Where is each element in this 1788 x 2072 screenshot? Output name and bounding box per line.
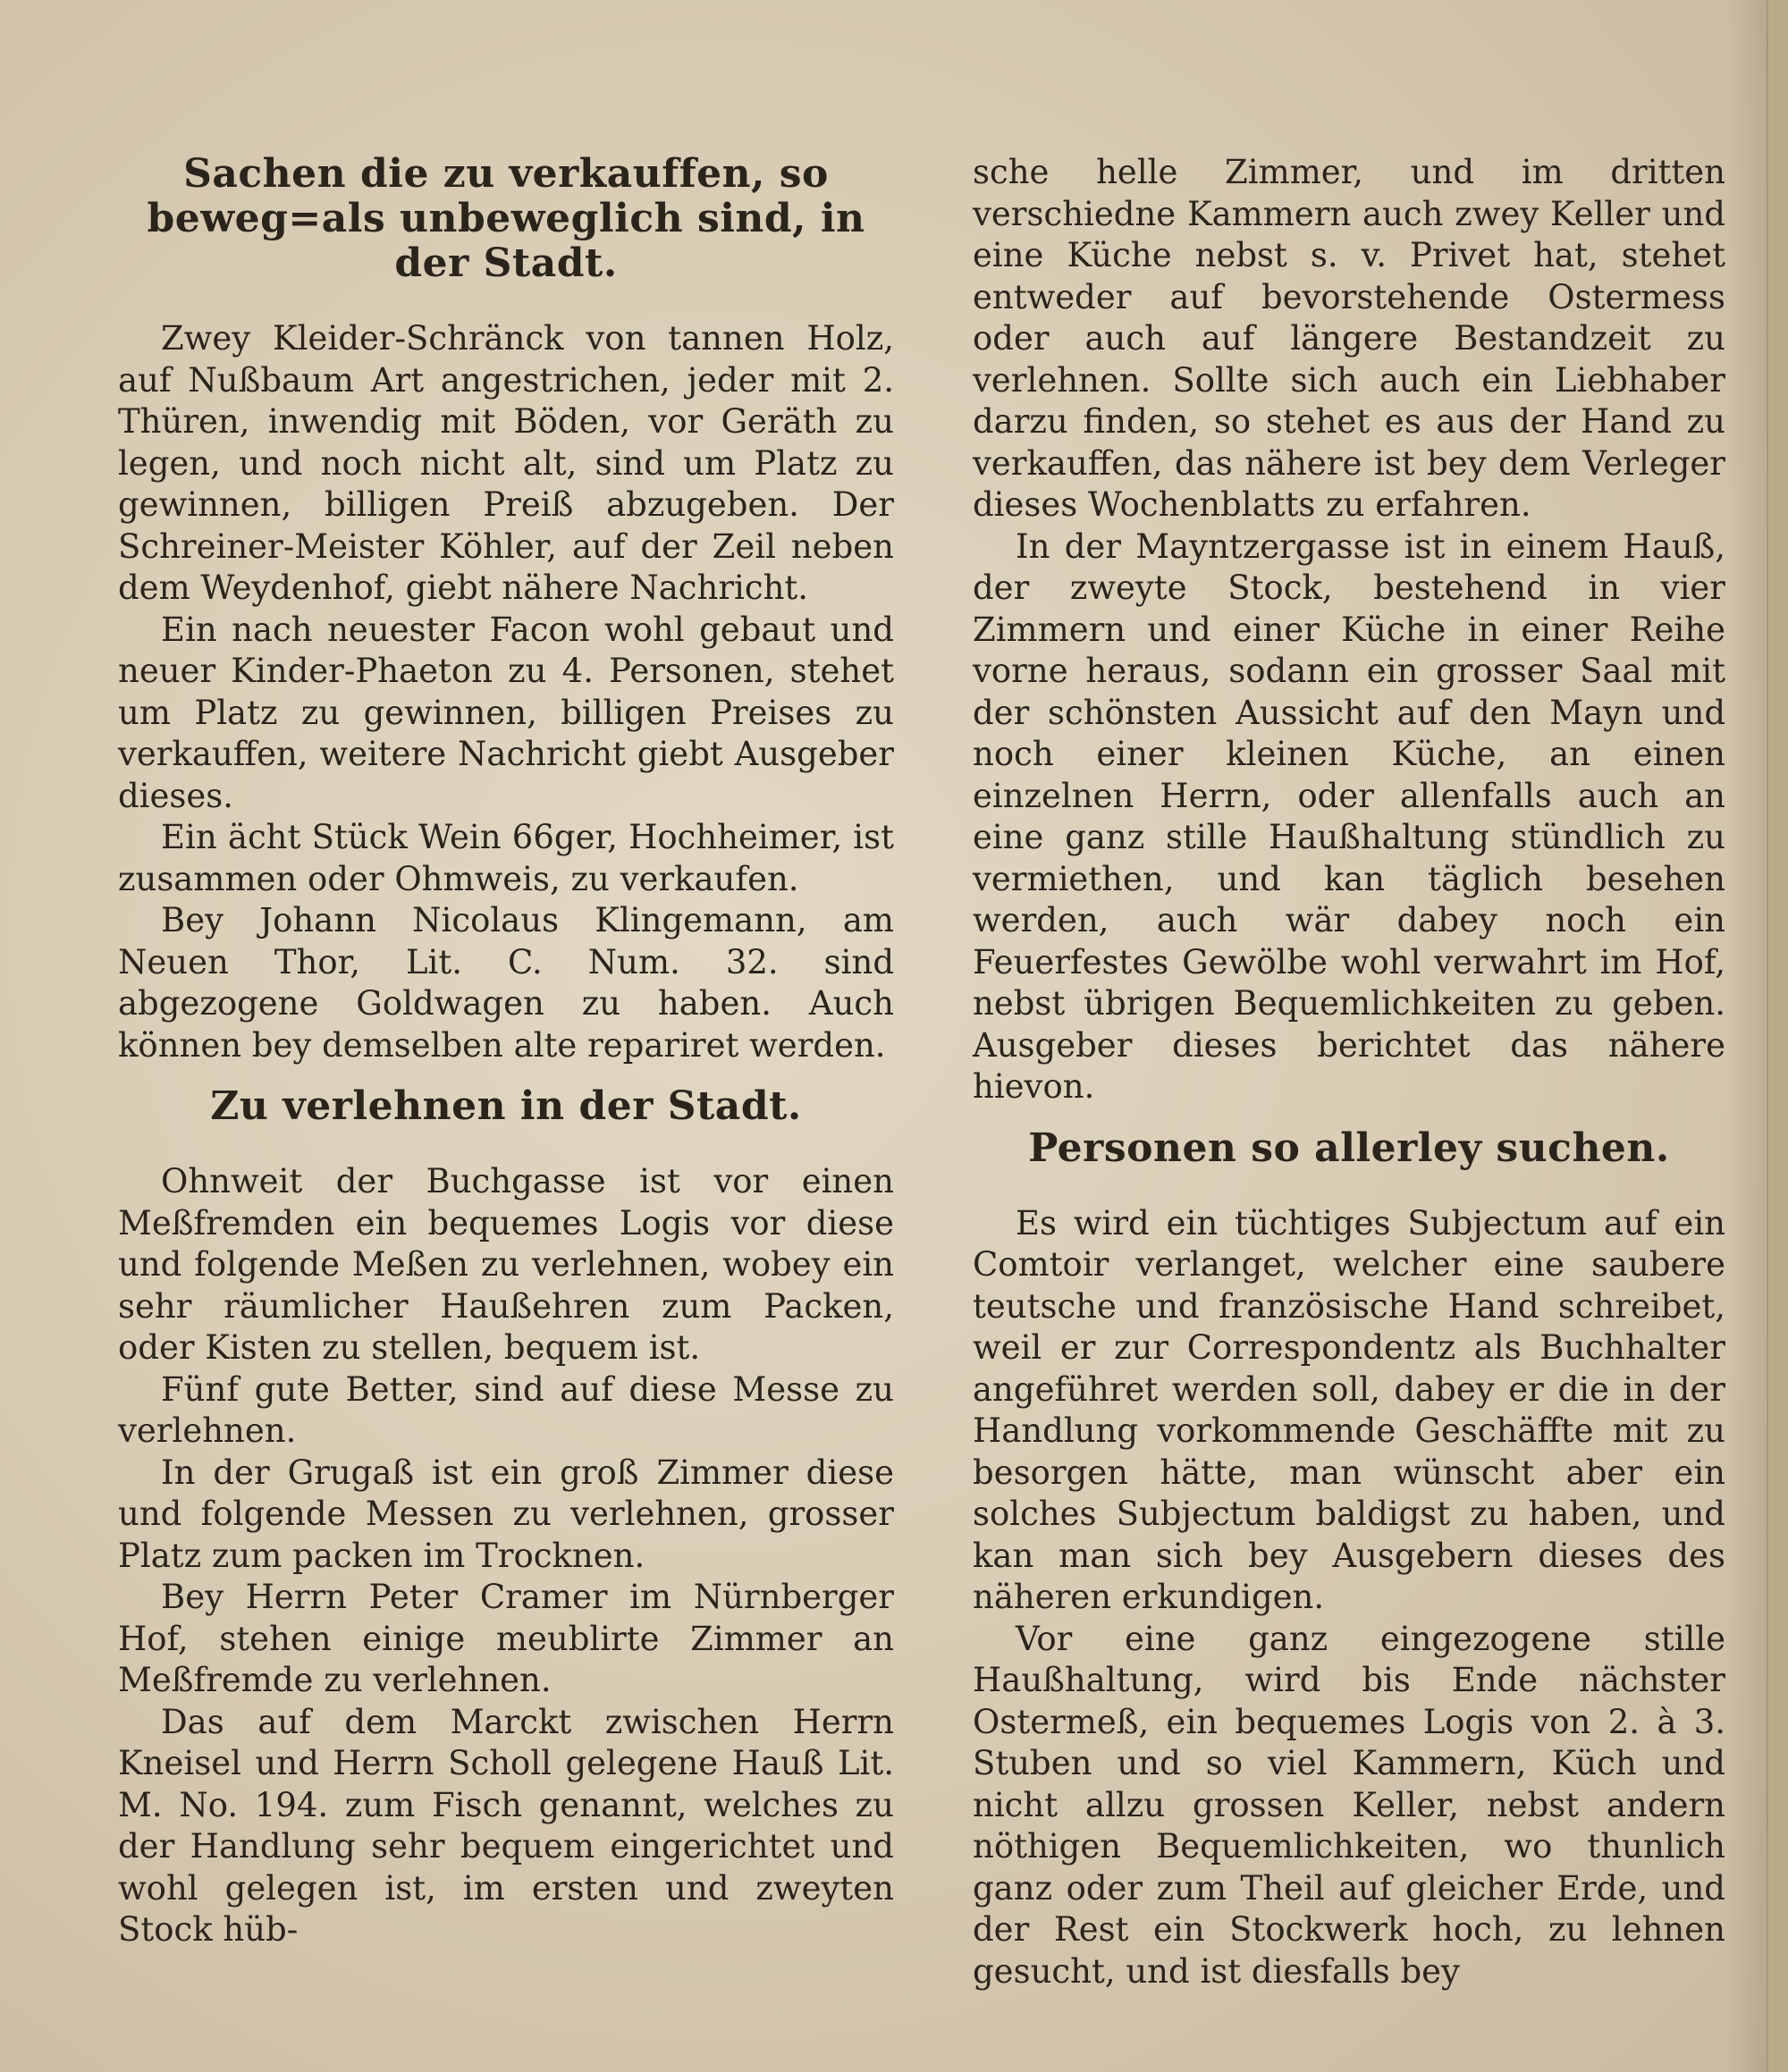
notice-bookkeeper: Es wird ein tüchtiges Subjectum auf ein Comtoir verlanget, welcher eine saubere teutsche und französische Hand schreibet, weil er zur Correspondentz als Buchhalter angeführet werden soll, dabey er die in der Handlung vorkommende Geschäffte mit zu besorgen hätte, man wünscht aber ein solches Subjectum baldigst zu haben, und kan man sich bey Ausgebern dieses des näheren erkundigen. bbox=[973, 1203, 1725, 1616]
section-heading-sale: Sachen die zu verkauffen, so beweg=als unbeweglich sind, in der Stadt. bbox=[147, 151, 865, 286]
notice-grugass-room: In der Grugaß ist ein groß Zimmer diese und folgende Messen zu verlehnen, grosser Platz zum packen im Trocknen. bbox=[118, 1453, 894, 1575]
notice-phaeton: Ein nach neuester Facon wohl gebaut und neuer Kinder-Phaeton zu 4. Personen, stehet um Platz zu gewinnen, billigen Preises zu verkauffen, weitere Nachricht giebt Ausgeber dieses. bbox=[118, 610, 894, 815]
notice-wardrobes: Zwey Kleider-Schränck von tannen Holz, auf Nußbaum Art angestrichen, jeder mit 2. Thüren, inwendig mit Böden, vor Geräth zu legen, und noch nicht alt, sind um Platz zu gewinnen, billigen Preiß abzugeben. Der Schreiner-Meister Köhler, auf der Zeil neben dem Weydenhof, giebt nähere Nachricht. bbox=[118, 319, 894, 607]
right-column bbox=[973, 152, 1725, 1992]
notice-wine: Ein ächt Stück Wein 66ger, Hochheimer, ist zusammen oder Ohmweis, zu verkaufen. bbox=[118, 818, 894, 898]
notice-mayntzergasse: In der Mayntzergasse ist in einem Hauß, der zweyte Stock, bestehend in vier Zimmern und einer Küche in einer Reihe vorne heraus, sodann ein grosser Saal mit der schönsten Aussicht auf den Mayn und noch einer kleinen Küche, an einen einzelnen Herrn, oder allenfalls auch an eine ganz stille Haußhaltung stündlich zu vermiethen, und kan täglich besehen werden, auch wär dabey noch ein Feuerfestes Gewölbe wohl verwahrt im Hof, nebst übrigen Bequemlichkeiten zu geben. Ausgeber dieses berichtet das nähere hievon. bbox=[973, 526, 1725, 1106]
section-heading-wanted: Personen so allerley suchen. bbox=[1028, 1124, 1670, 1171]
notice-logis-wanted: Vor eine ganz eingezogene stille Haußhaltung, wird bis Ende nächster Ostermeß, ein bequemes Logis von 2. à 3. Stuben und so viel Kammern, Küch und nicht allzu grossen Keller, nebst andern nöthigen Bequemlichkeiten, wo thunlich ganz oder zum Theil auf gleicher Erde, und der Rest ein Stockwerk hoch, zu lehnen gesucht, und ist diesfalls bey bbox=[973, 1619, 1725, 1991]
next-page-edge bbox=[1767, 0, 1788, 2072]
section-heading-rent: Zu verlehnen in der Stadt. bbox=[210, 1083, 802, 1129]
left-column bbox=[118, 152, 894, 1951]
notice-cramer-rooms: Bey Herrn Peter Cramer im Nürnberger Hof, stehen einige meublirte Zimmer an Meßfremde zu verlehnen. bbox=[118, 1578, 894, 1699]
notice-house-marckt-continued: sche helle Zimmer, und im dritten verschiedne Kammern auch zwey Keller und eine Küche nebst s. v. Privet hat, stehet entweder auf bevorstehende Ostermess oder auch auf längere Bestandzeit zu verlehnen. Sollte sich auch ein Liebhaber darzu finden, so stehet es aus der Hand zu verkauffen, das nähere ist bey dem Verleger dieses Wochenblatts zu erfahren. bbox=[973, 153, 1725, 524]
notice-house-marckt: Das auf dem Marckt zwischen Herrn Kneisel und Herrn Scholl gelegene Hauß Lit. M. No. 194. zum Fisch genannt, welches zu der Handlung sehr bequem eingerichtet und wohl gelegen ist, im ersten und zweyten Stock hüb- bbox=[118, 1702, 894, 1949]
notice-goldwagen: Bey Johann Nicolaus Klingemann, am Neuen Thor, Lit. C. Num. 32. sind abgezogene Goldwagen zu haben. Auch können bey demselben alte repariret werden. bbox=[118, 901, 894, 1065]
notice-beds: Fünf gute Better, sind auf diese Messe zu verlehnen. bbox=[118, 1369, 894, 1450]
notice-logis-buchgasse: Ohnweit der Buchgasse ist vor einen Meßfremden ein bequemes Logis vor diese und folgende Meßen zu verlehnen, wobey ein sehr räumlicher Haußehren zum Packen, oder Kisten zu stellen, bequem ist. bbox=[118, 1162, 894, 1367]
